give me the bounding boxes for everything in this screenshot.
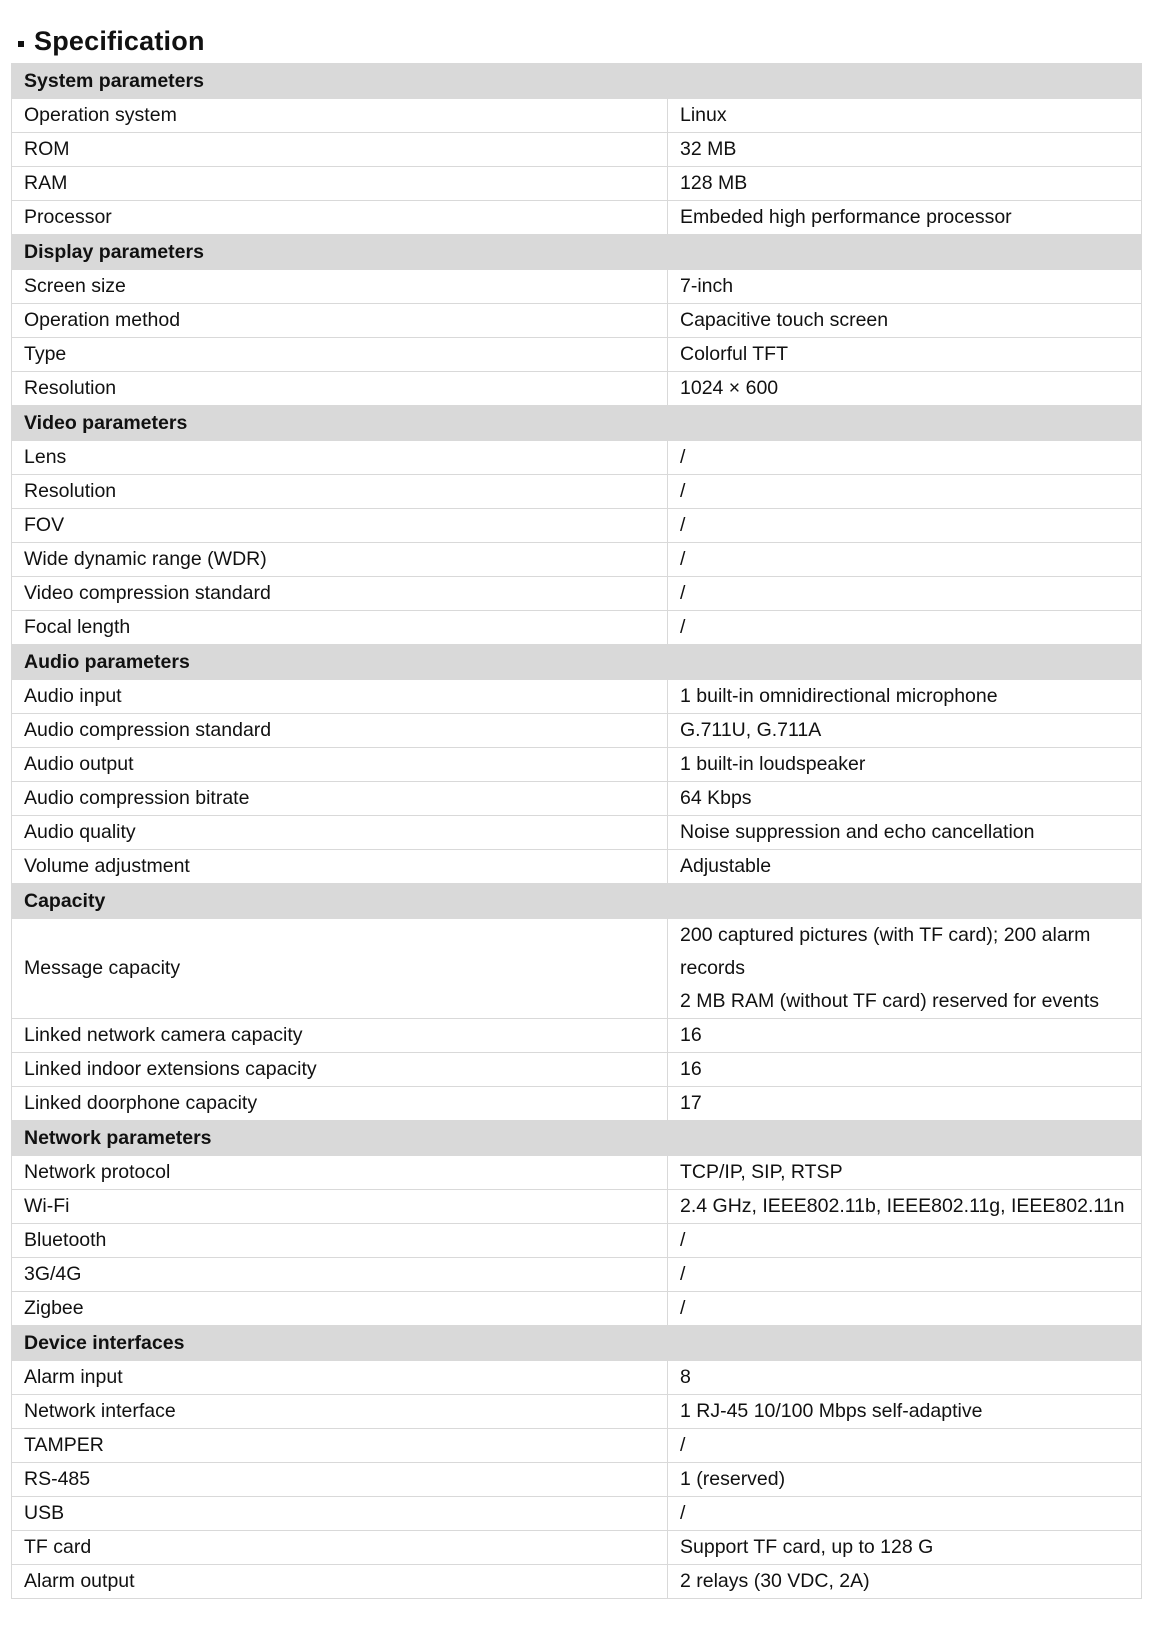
- section-title: Capacity: [12, 884, 1142, 919]
- parameter-value: 64 Kbps: [668, 782, 1142, 816]
- parameter-value: Embeded high performance processor: [668, 201, 1142, 235]
- parameter-name: Audio quality: [12, 816, 668, 850]
- parameter-value: 16: [668, 1053, 1142, 1087]
- table-row: [12, 680, 1142, 714]
- parameter-name: Screen size: [12, 270, 668, 304]
- parameter-value: 2 relays (30 VDC, 2A): [668, 1565, 1142, 1599]
- parameter-value: Support TF card, up to 128 G: [668, 1531, 1142, 1565]
- table-row: [12, 304, 1142, 338]
- table-row: [12, 850, 1142, 884]
- parameter-value: 1024 × 600: [668, 372, 1142, 406]
- parameter-value: Noise suppression and echo cancellation: [668, 816, 1142, 850]
- table-row: [12, 1497, 1142, 1531]
- parameter-value: Adjustable: [668, 850, 1142, 884]
- parameter-value: 1 built-in omnidirectional microphone: [668, 680, 1142, 714]
- parameter-value: /: [668, 611, 1142, 645]
- table-row: [12, 1395, 1142, 1429]
- parameter-name: TF card: [12, 1531, 668, 1565]
- table-row: [12, 1565, 1142, 1599]
- parameter-name: RAM: [12, 167, 668, 201]
- table-row: [12, 1224, 1142, 1258]
- section-title: System parameters: [12, 64, 1142, 99]
- section-header-row: [12, 1121, 1142, 1156]
- parameter-name: Processor: [12, 201, 668, 235]
- parameter-value: /: [668, 509, 1142, 543]
- table-row: [12, 1156, 1142, 1190]
- parameter-name: Wide dynamic range (WDR): [12, 543, 668, 577]
- table-row: [12, 167, 1142, 201]
- parameter-name: Operation method: [12, 304, 668, 338]
- section-title: Device interfaces: [12, 1326, 1142, 1361]
- parameter-name: Video compression standard: [12, 577, 668, 611]
- value-line: 200 captured pictures (with TF card); 200 alarm: [680, 924, 1091, 946]
- parameter-name: USB: [12, 1497, 668, 1531]
- parameter-name: Type: [12, 338, 668, 372]
- table-row: [12, 714, 1142, 748]
- parameter-name: Zigbee: [12, 1292, 668, 1326]
- table-row: [12, 338, 1142, 372]
- parameter-value: 1 built-in loudspeaker: [668, 748, 1142, 782]
- parameter-name: Linked network camera capacity: [12, 1019, 668, 1053]
- parameter-name: Audio compression standard: [12, 714, 668, 748]
- table-row: [12, 611, 1142, 645]
- parameter-name: Audio compression bitrate: [12, 782, 668, 816]
- parameter-name: Network protocol: [12, 1156, 668, 1190]
- parameter-name: ROM: [12, 133, 668, 167]
- table-row: [12, 748, 1142, 782]
- table-row: [12, 1463, 1142, 1497]
- table-row: [12, 1190, 1142, 1224]
- table-row: [12, 543, 1142, 577]
- parameter-value: G.711U, G.711A: [668, 714, 1142, 748]
- table-row: [12, 1531, 1142, 1565]
- table-row: [12, 1053, 1142, 1087]
- parameter-name: Focal length: [12, 611, 668, 645]
- parameter-name: Lens: [12, 441, 668, 475]
- parameter-value: [668, 919, 1142, 1019]
- table-row: [12, 577, 1142, 611]
- parameter-value: 7-inch: [668, 270, 1142, 304]
- parameter-name: Audio output: [12, 748, 668, 782]
- table-row: [12, 1019, 1142, 1053]
- specification-table: [11, 63, 1142, 1599]
- value-line: records: [680, 957, 746, 979]
- parameter-value: /: [668, 1258, 1142, 1292]
- parameter-name: Linked doorphone capacity: [12, 1087, 668, 1121]
- section-title: Video parameters: [12, 406, 1142, 441]
- table-row: [12, 509, 1142, 543]
- section-header-row: [12, 235, 1142, 270]
- value-line: 2 MB RAM (without TF card) reserved for events: [680, 990, 1100, 1012]
- page-heading: [18, 26, 205, 57]
- heading-text: Specification: [34, 26, 205, 56]
- parameter-name: Operation system: [12, 99, 668, 133]
- section-header-row: [12, 1326, 1142, 1361]
- parameter-name: Audio input: [12, 680, 668, 714]
- parameter-name: Volume adjustment: [12, 850, 668, 884]
- parameter-value: /: [668, 1429, 1142, 1463]
- parameter-value: 17: [668, 1087, 1142, 1121]
- parameter-name: Resolution: [12, 372, 668, 406]
- parameter-name: Resolution: [12, 475, 668, 509]
- parameter-value: 128 MB: [668, 167, 1142, 201]
- section-title: Display parameters: [12, 235, 1142, 270]
- section-header-row: [12, 884, 1142, 919]
- parameter-value: /: [668, 1292, 1142, 1326]
- parameter-value: 8: [668, 1361, 1142, 1395]
- parameter-value: 32 MB: [668, 133, 1142, 167]
- parameter-name: Bluetooth: [12, 1224, 668, 1258]
- parameter-value: /: [668, 543, 1142, 577]
- table-row: [12, 1429, 1142, 1463]
- parameter-value: Colorful TFT: [668, 338, 1142, 372]
- parameter-value: /: [668, 1224, 1142, 1258]
- bullet-icon: [18, 41, 24, 47]
- table-row: [12, 1258, 1142, 1292]
- parameter-value: Linux: [668, 99, 1142, 133]
- table-row: [12, 816, 1142, 850]
- parameter-value: 1 (reserved): [668, 1463, 1142, 1497]
- table-row: [12, 1292, 1142, 1326]
- parameter-value: 1 RJ-45 10/100 Mbps self-adaptive: [668, 1395, 1142, 1429]
- table-row: [12, 1087, 1142, 1121]
- section-title: Audio parameters: [12, 645, 1142, 680]
- section-header-row: [12, 645, 1142, 680]
- table-row: [12, 201, 1142, 235]
- section-header-row: [12, 64, 1142, 99]
- parameter-value: 2.4 GHz, IEEE802.11b, IEEE802.11g, IEEE802.11n: [668, 1190, 1142, 1224]
- parameter-value: /: [668, 441, 1142, 475]
- parameter-name: TAMPER: [12, 1429, 668, 1463]
- table-row: [12, 475, 1142, 509]
- table-row: [12, 270, 1142, 304]
- table-row: [12, 133, 1142, 167]
- parameter-name: Network interface: [12, 1395, 668, 1429]
- parameter-name: FOV: [12, 509, 668, 543]
- table-row: [12, 372, 1142, 406]
- section-header-row: [12, 406, 1142, 441]
- parameter-name: Alarm input: [12, 1361, 668, 1395]
- parameter-value: Capacitive touch screen: [668, 304, 1142, 338]
- parameter-name: Linked indoor extensions capacity: [12, 1053, 668, 1087]
- parameter-name: Wi-Fi: [12, 1190, 668, 1224]
- parameter-name: Message capacity: [12, 919, 668, 1019]
- table-row: [12, 441, 1142, 475]
- table-row: [12, 919, 1142, 1019]
- parameter-value: TCP/IP, SIP, RTSP: [668, 1156, 1142, 1190]
- parameter-value: 16: [668, 1019, 1142, 1053]
- parameter-name: RS-485: [12, 1463, 668, 1497]
- parameter-value: /: [668, 577, 1142, 611]
- parameter-value: /: [668, 1497, 1142, 1531]
- parameter-name: 3G/4G: [12, 1258, 668, 1292]
- section-title: Network parameters: [12, 1121, 1142, 1156]
- table-row: [12, 782, 1142, 816]
- table-row: [12, 1361, 1142, 1395]
- table-row: [12, 99, 1142, 133]
- parameter-name: Alarm output: [12, 1565, 668, 1599]
- parameter-value: /: [668, 475, 1142, 509]
